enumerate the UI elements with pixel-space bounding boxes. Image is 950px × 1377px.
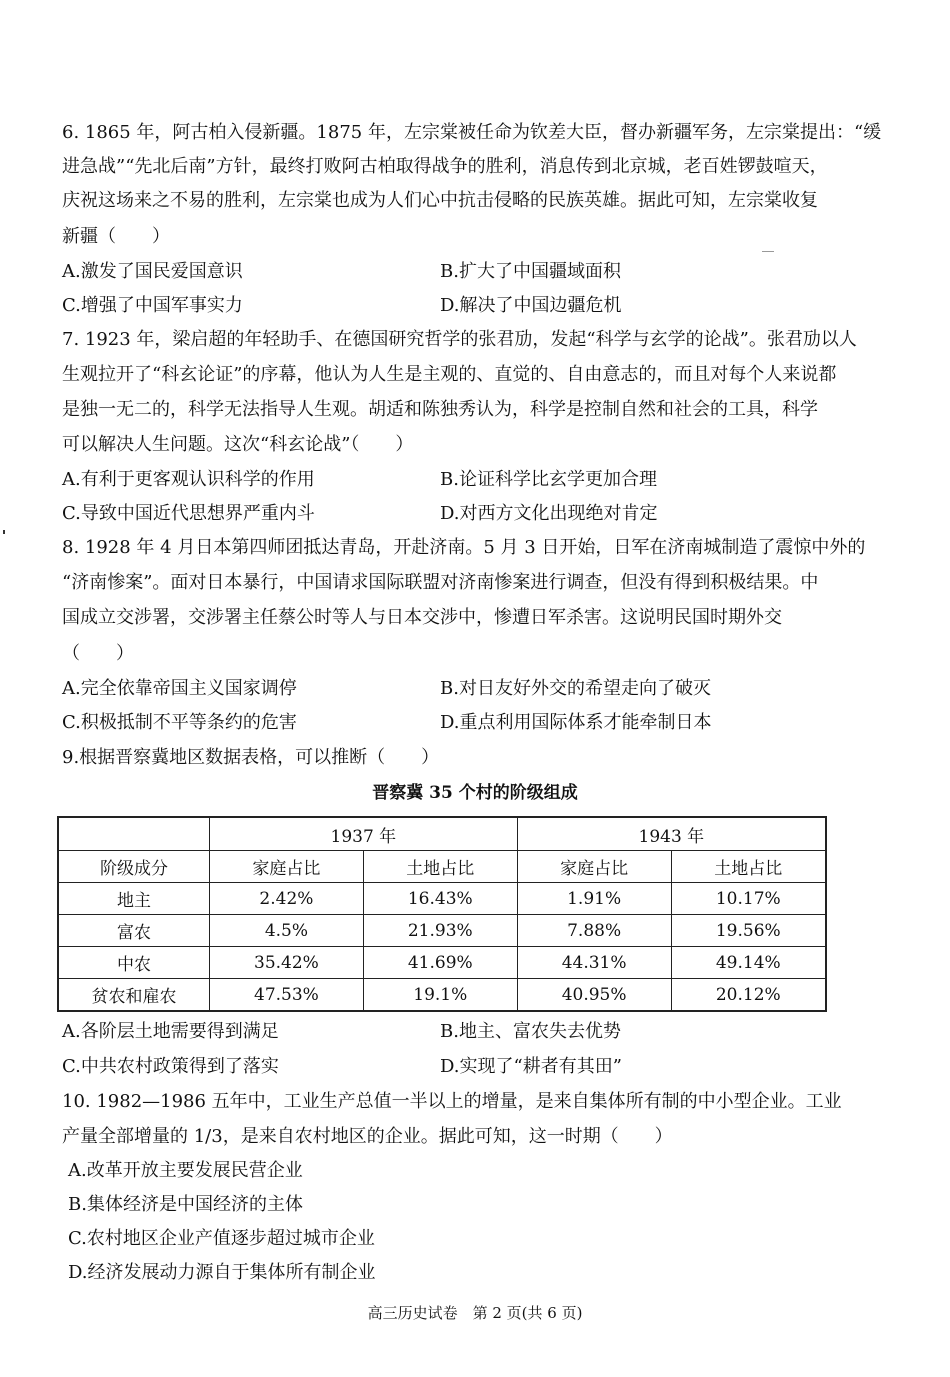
question-7-option-b: B.论证科学比玄学更加合理	[440, 469, 657, 490]
table-cell: 35.42%	[210, 947, 364, 979]
table-cell: 10.17%	[671, 883, 826, 915]
question-10-option-d: D.经济发展动力源自于集体所有制企业	[68, 1262, 376, 1283]
table-title: 晋察冀 35 个村的阶级组成	[372, 783, 578, 803]
year-1937-header: 1937 年	[210, 817, 518, 851]
header-cell: 土地占比	[671, 851, 826, 883]
question-7-stem-line: 可以解决人生问题。这次“科玄论战”（ ）	[62, 434, 414, 455]
table-cell: 41.69%	[363, 947, 517, 979]
year-1943-header: 1943 年	[517, 817, 826, 851]
table-cell: 19.56%	[671, 915, 826, 947]
table-row	[58, 883, 826, 915]
table-year-row	[58, 817, 826, 851]
table-corner-cell	[58, 817, 210, 851]
table-row	[58, 979, 826, 1012]
table-cell: 中农	[58, 947, 210, 979]
question-10-stem-line: 10. 1982—1986 五年中，工业生产总值一半以上的增量，是来自集体所有制的中小型企业。工业	[62, 1091, 842, 1112]
question-8-stem-line: “济南惨案”。面对日本暴行，中国请求国际联盟对济南惨案进行调查，但没有得到积极结果。中	[62, 572, 819, 593]
question-7-option-d: D.对西方文化出现绝对肯定	[440, 503, 658, 524]
question-10-stem-line: 产量全部增量的 1/3，是来自农村地区的企业。据此可知，这一时期（ ）	[62, 1126, 673, 1147]
question-7-option-c: C.导致中国近代思想界严重内斗	[62, 503, 315, 524]
question-6-stem-line: 6. 1865 年，阿古柏入侵新疆。1875 年，左宗棠被任命为钦差大臣，督办新疆军务，左宗棠提出：“缓	[62, 122, 882, 143]
question-6-option-c: C.增强了中国军事实力	[62, 295, 243, 316]
question-9-option-a: A.各阶层土地需要得到满足	[62, 1021, 279, 1042]
table-cell: 16.43%	[363, 883, 517, 915]
scan-mark	[3, 530, 5, 534]
table-cell: 19.1%	[363, 979, 517, 1012]
scan-mark	[762, 251, 774, 252]
class-composition-table	[57, 816, 827, 1012]
table-cell: 4.5%	[210, 915, 364, 947]
question-6-stem-line: 新疆（ ）	[62, 226, 170, 247]
question-6-option-b: B.扩大了中国疆域面积	[440, 261, 621, 282]
header-cell: 家庭占比	[517, 851, 671, 883]
question-9-option-d: D.实现了“耕者有其田”	[440, 1056, 622, 1077]
question-10-option-c: C.农村地区企业产值逐步超过城市企业	[68, 1228, 375, 1249]
question-8-option-b: B.对日友好外交的希望走向了破灭	[440, 678, 711, 699]
question-7-stem-line: 生观拉开了“科玄论证”的序幕，他认为人生是主观的、直觉的、自由意志的，而且对每个人来说都	[62, 364, 837, 385]
question-9-option-b: B.地主、富农失去优势	[440, 1021, 621, 1042]
page-footer: 高三历史试卷 第 2 页(共 6 页)	[367, 1304, 583, 1322]
header-cell: 家庭占比	[210, 851, 364, 883]
question-8-stem-line: （ ）	[62, 643, 134, 664]
question-7-stem-line: 是独一无二的，科学无法指导人生观。胡适和陈独秀认为，科学是控制自然和社会的工具，科学	[62, 399, 818, 420]
question-8-option-a: A.完全依靠帝国主义国家调停	[62, 678, 297, 699]
question-6-stem-line: 庆祝这场来之不易的胜利，左宗棠也成为人们心中抗击侵略的民族英雄。据此可知，左宗棠收复	[62, 190, 818, 211]
question-9-stem-line: 9.根据晋察冀地区数据表格，可以推断（ ）	[62, 747, 440, 768]
table-cell: 40.95%	[517, 979, 671, 1012]
table-cell: 地主	[58, 883, 210, 915]
header-cell: 阶级成分	[58, 851, 210, 883]
question-6-option-a: A.激发了国民爱国意识	[62, 261, 243, 282]
table-row	[58, 915, 826, 947]
question-7-stem-line: 7. 1923 年，梁启超的年轻助手、在德国研究哲学的张君劢，发起“科学与玄学的论战”。张君劢以人	[62, 329, 857, 350]
question-7-option-a: A.有利于更客观认识科学的作用	[62, 469, 315, 490]
table-cell: 富农	[58, 915, 210, 947]
table-cell: 44.31%	[517, 947, 671, 979]
table-cell: 47.53%	[210, 979, 364, 1012]
table-row	[58, 947, 826, 979]
question-8-stem-line: 8. 1928 年 4 月日本第四师团抵达青岛，开赴济南。5 月 3 日开始，日军在济南城制造了震惊中外的	[62, 537, 866, 558]
question-10-option-b: B.集体经济是中国经济的主体	[68, 1194, 303, 1215]
table-cell: 20.12%	[671, 979, 826, 1012]
table-cell: 49.14%	[671, 947, 826, 979]
question-8-stem-line: 国成立交涉署，交涉署主任蔡公时等人与日本交涉中，惨遭日军杀害。这说明民国时期外交	[62, 607, 782, 628]
header-cell: 土地占比	[363, 851, 517, 883]
question-8-option-d: D.重点利用国际体系才能牵制日本	[440, 712, 712, 733]
table-cell: 7.88%	[517, 915, 671, 947]
table-cell: 21.93%	[363, 915, 517, 947]
question-6-option-d: D.解决了中国边疆危机	[440, 295, 622, 316]
question-8-option-c: C.积极抵制不平等条约的危害	[62, 712, 297, 733]
table-cell: 贫农和雇农	[58, 979, 210, 1012]
table-header-row	[58, 851, 826, 883]
table-cell: 2.42%	[210, 883, 364, 915]
question-10-option-a: A.改革开放主要发展民营企业	[68, 1160, 303, 1181]
question-6-stem-line: 进急战”“先北后南”方针，最终打败阿古柏取得战争的胜利，消息传到北京城，老百姓锣鼓喧天，	[62, 156, 828, 177]
table-cell: 1.91%	[517, 883, 671, 915]
question-9-option-c: C.中共农村政策得到了落实	[62, 1056, 279, 1077]
